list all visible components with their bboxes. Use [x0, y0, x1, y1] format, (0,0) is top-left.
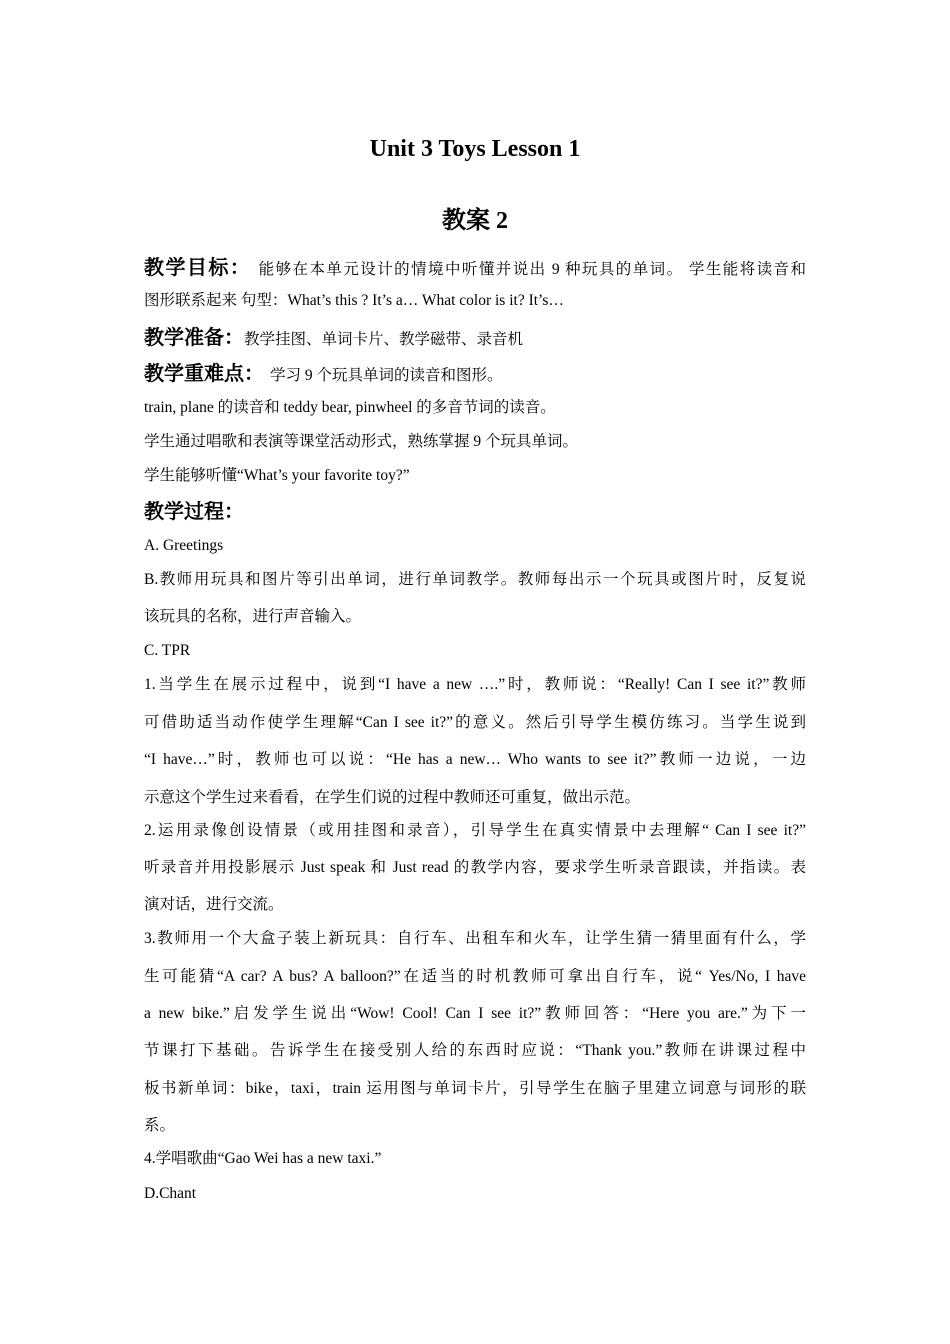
document-subtitle: 教案 2 [442, 208, 508, 234]
process-line: 演对话，进行交流。 [144, 896, 284, 913]
key-points-text: 学习 9 个玩具单词的读音和图形。 [270, 367, 503, 384]
process-line: 板书新单词：bike，taxi，train 运用图与单词卡片，引导学生在脑子里建立词意与词形的联 [144, 1080, 806, 1097]
process-line: 该玩具的名称，进行声音输入。 [144, 608, 362, 625]
process-line: 2.运用录像创设情景（或用挂图和录音），引导学生在真实情景中去理解“ Can I see it?” [144, 822, 806, 839]
objectives-line-1 [144, 254, 806, 283]
preparation-heading: 教学准备： [144, 325, 244, 349]
key-points-line [144, 360, 806, 389]
key-point-item: train, plane 的读音和 teddy bear, pinwheel 的多音节词的读音。 [144, 399, 556, 416]
process-line: D.Chant [144, 1185, 197, 1202]
process-line: 4.学唱歌曲“Gao Wei has a new taxi.” [144, 1150, 382, 1167]
process-line: 生可能猜“A car? A bus? A balloon?”在适当的时机教师可拿出自行车，说“ Yes/No, I have [144, 968, 806, 985]
process-line: 可借助适当动作使学生理解“Can I see it?”的意义。然后引导学生模仿练习。当学生说到 [144, 714, 806, 731]
process-line: 1.当学生在展示过程中，说到“I have a new ….”时，教师说：“Really! Can I see it?”教师 [144, 676, 806, 693]
process-line: B.教师用玩具和图片等引出单词，进行单词教学。教师每出示一个玩具或图片时，反复说 [144, 571, 806, 588]
preparation-text: 教学挂图、单词卡片、教学磁带、录音机 [244, 331, 524, 348]
objectives-heading: 教学目标： [144, 255, 252, 279]
document-title: Unit 3 Toys Lesson 1 [369, 136, 581, 162]
process-heading: 教学过程： [144, 499, 244, 523]
objectives-text-1: 能够在本单元设计的情境中听懂并说出 9 种玩具的单词。 学生能将读音和 [257, 261, 806, 278]
process-line: 示意这个学生过来看看，在学生们说的过程中教师还可重复，做出示范。 [144, 789, 641, 806]
key-points-heading: 教学重难点： [144, 361, 264, 385]
process-line: “I have…”时，教师也可以说：“He has a new… Who wants to see it?”教师一边说，一边 [144, 751, 806, 768]
process-line: 节课打下基础。告诉学生在接受别人给的东西时应说：“Thank you.”教师在讲课过程中 [144, 1042, 806, 1059]
key-point-item: 学生通过唱歌和表演等课堂活动形式，熟练掌握 9 个玩具单词。 [144, 433, 579, 450]
preparation-line [144, 324, 806, 353]
process-line: a new bike.”启发学生说出“Wow! Cool! Can I see it?”教师回答：“Here you are.”为下一 [144, 1005, 806, 1022]
process-line: 系。 [144, 1117, 176, 1134]
process-line: 3.教师用一个大盒子装上新玩具：自行车、出租车和火车，让学生猜一猜里面有什么，学 [144, 930, 806, 947]
process-line: A. Greetings [144, 537, 224, 554]
objectives-text-2: 图形联系起来 句型：What’s this ? It’s a… What color is it? It’s… [144, 292, 564, 309]
process-line: 听录音并用投影展示 Just speak 和 Just read 的教学内容，要求学生听录音跟读，并指读。表 [144, 859, 806, 876]
process-line: C. TPR [144, 642, 191, 659]
key-point-item: 学生能够听懂“What’s your favorite toy?” [144, 467, 410, 484]
